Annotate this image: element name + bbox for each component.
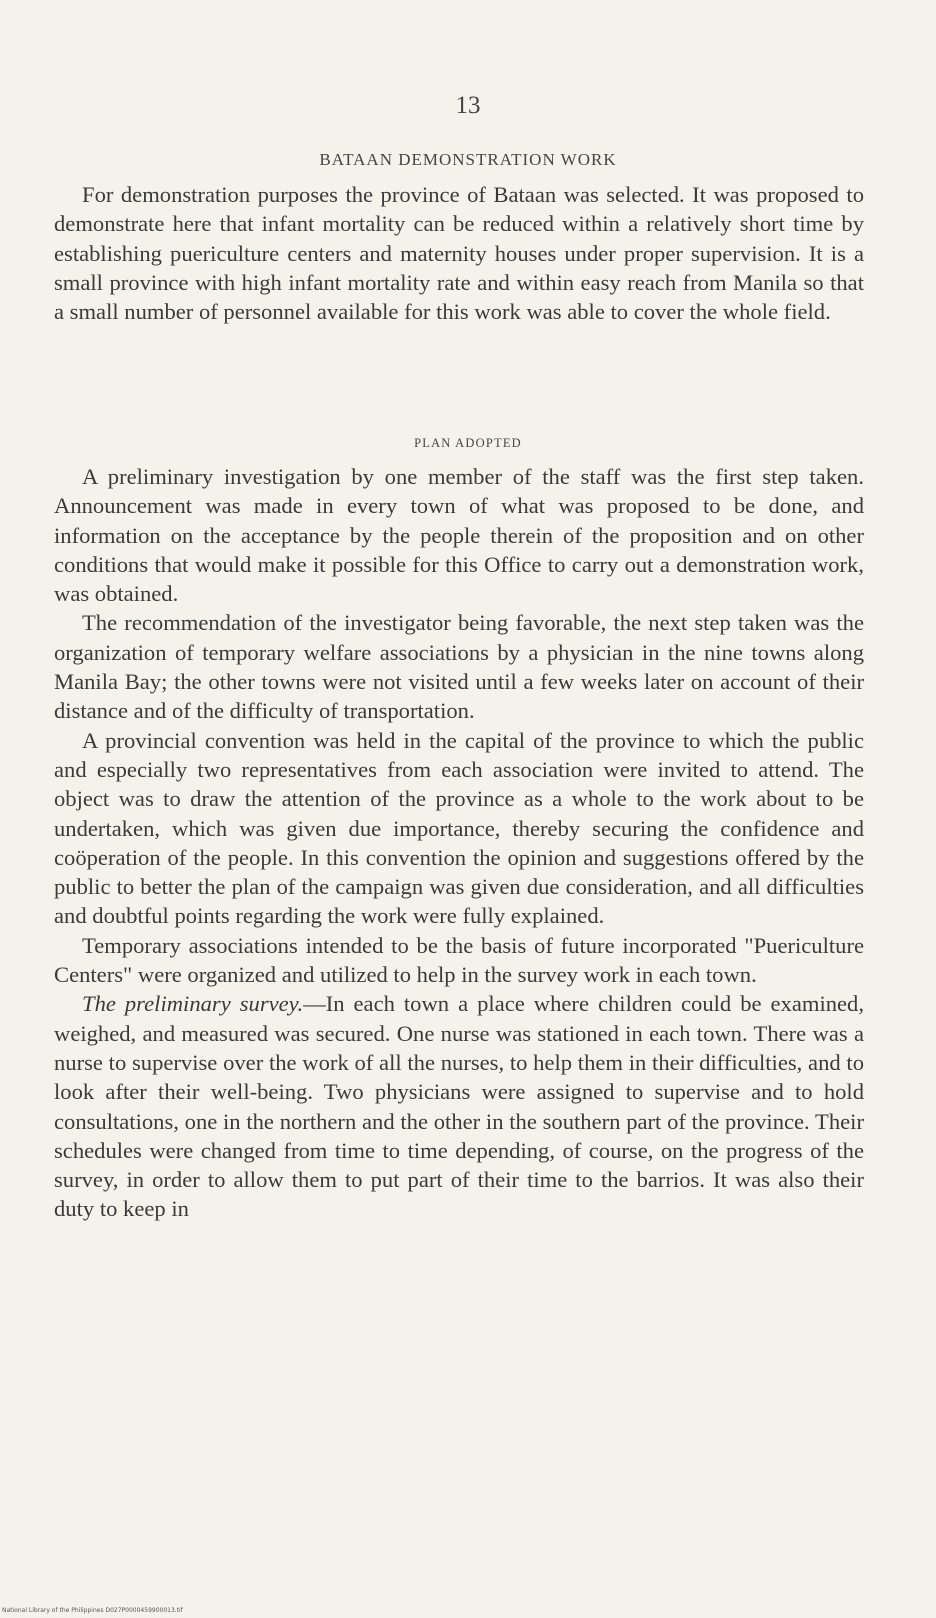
plan-paragraph-4: Temporary associations intended to be the basis of future incorporated "Puericulture Centers" were organized and utilized to help in the survey work in each town. — [54, 932, 864, 988]
survey-paragraph — [54, 989, 864, 1223]
survey-lead: The preliminary survey. — [82, 991, 304, 1017]
plan-section — [54, 462, 864, 1224]
page-heading: BATAAN DEMONSTRATION WORK — [319, 150, 617, 169]
intro-paragraph: For demonstration purposes the province of Bataan was selected. It was proposed to demonstrate here that infant mortality can be reduced within a relatively short time by establishing puericulture centers and maternity houses under proper supervision. It is a small province with high infant mortality rate and within easy reach from Manila so that a small number of personnel available for this work was able to cover the whole field. — [54, 182, 864, 325]
plan-paragraph-1: A preliminary investigation by one member of the staff was the first step taken. Announcement was made in every town of what was proposed to be done, and information on the acceptance by the people therein of the proposition and on other conditions that would make it possible for this Office to carry out a demonstration work, was obtained. — [54, 464, 864, 607]
plan-paragraph-2: The recommendation of the investigator being favorable, the next step taken was the organization of temporary welfare associations by a physician in the nine towns along Manila Bay; the other towns were not visited until a few weeks later on account of their distance and of the difficulty of transportation. — [54, 610, 864, 724]
plan-paragraph-3: A provincial convention was held in the capital of the province to which the public and especially two representatives from each association were invited to attend. The object was to draw the attention of the province as a whole to the work about to be undertaken, which was given due importance, thereby securing the confidence and coöperation of the people. In this convention the opinion and suggestions offered by the public to better the plan of the campaign was given due consideration, and all difficulties and doubtful points regarding the work were fully explained. — [54, 727, 864, 929]
scan-footer: National Library of the Philippines D027P0000459900013.tif — [2, 1607, 183, 1614]
page-number: 13 — [455, 92, 481, 119]
intro-section — [54, 180, 864, 326]
section-heading: PLAN ADOPTED — [414, 436, 522, 450]
survey-text: —In each town a place where children could be examined, weighed, and measured was secured. One nurse was stationed in each town. There was a nurse to supervise over the work of all the nurses, to help them in their difficulties, and to look after their well-being. Two physicians were assigned to supervise and to hold consultations, one in the northern and the other in the southern part of the province. Their schedules were changed from time to time depending, of course, on the progress of the survey, in order to allow them to put part of their time to the barrios. It was also their duty to keep in — [54, 991, 864, 1222]
